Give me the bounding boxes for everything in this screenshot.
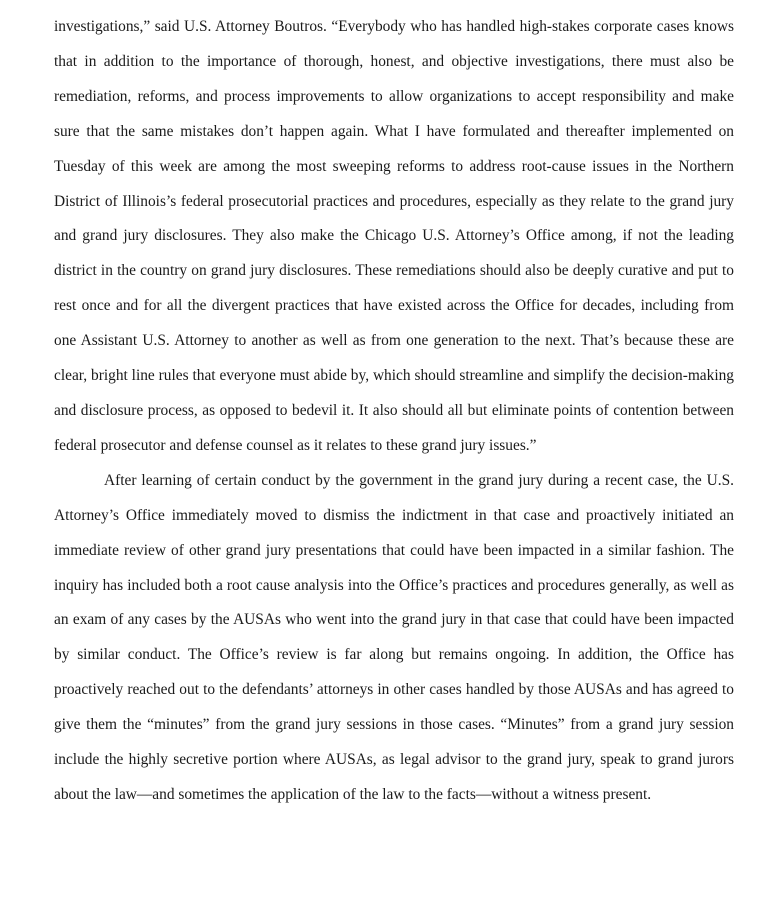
paragraph-grand-jury-review: After learning of certain conduct by the government in the grand jury during a recent case, the U.S. Attorney’s Office immediately moved to dismiss the indictment in that case and proactively initiated an immediate review of other grand jury presentations that could have been impacted in a similar fashion. The inquiry has included both a root cause analysis into the Office’s practices and procedures generally, as well as an exam of any cases by the AUSAs who went into the grand jury in that case that could have been impacted by similar conduct. The Office’s review is far along but remains ongoing. In addition, the Office has proactively reached out to the defendants’ attorneys in other cases handled by those AUSAs and has agreed to give them the “minutes” from the grand jury sessions in those cases. “Minutes” from a grand jury session include the highly secretive portion where AUSAs, as legal advisor to the grand jury, speak to grand jurors about the law—and sometimes the application of the law to the facts—without a witness present. [54, 471, 734, 803]
paragraph-continuation: investigations,” said U.S. Attorney Boutros. “Everybody who has handled high-stakes corporate cases knows that in addition to the importance of thorough, honest, and objective investigations, there must also be remediation, reforms, and process improvements to allow organizations to accept responsibility and make sure that the same mistakes don’t happen again. What I have formulated and thereafter implemented on Tuesday of this week are among the most sweeping reforms to address root-cause issues in the Northern District of Illinois’s federal prosecutorial practices and procedures, especially as they relate to the grand jury and grand jury disclosures. They also make the Chicago U.S. Attorney’s Office among, if not the leading district in the country on grand jury disclosures. These remediations should also be deeply curative and put to rest once and for all the divergent practices that have existed across the Office for decades, including from one Assistant U.S. Attorney to another as well as from one generation to the next. That’s because these are clear, bright line rules that everyone must abide by, which should streamline and simplify the decision-making and disclosure process, as opposed to bedevil it. It also should all but eliminate points of contention between federal prosecutor and defense counsel as it relates to these grand jury issues.” [54, 18, 734, 454]
document-page [54, 10, 734, 813]
